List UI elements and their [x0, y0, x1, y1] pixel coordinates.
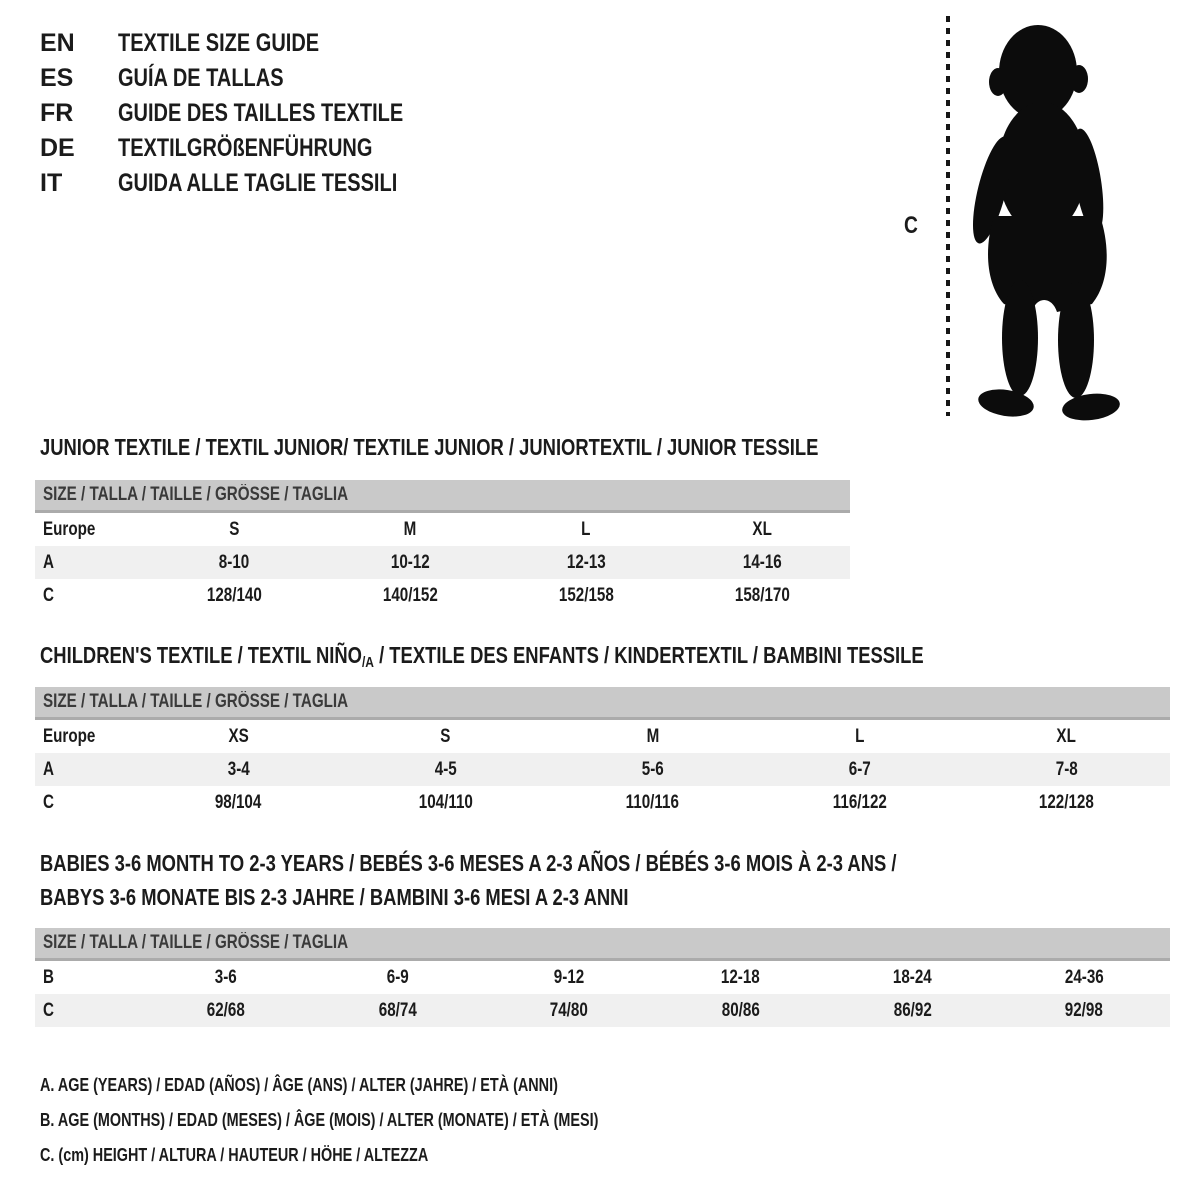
- size-header: SIZE / TALLA / TAILLE / GRÖSSE / TAGLIA: [35, 928, 1170, 960]
- children-size-table: [35, 687, 1170, 819]
- row-label: C: [43, 584, 54, 606]
- row-label: B: [43, 966, 54, 988]
- language-code: ES: [40, 64, 74, 92]
- size-cell: 3-4: [227, 758, 250, 780]
- babies-section-title: BABIES 3-6 MONTH TO 2-3 YEARS / BEBÉS 3-6 MESES A 2-3 AÑOS / BÉBÉS 3-6 MOIS À 2-3 ANS / BABYS 3-6 MONATE BIS 2-3 JAHRE / BAMBINI 3-6 MESI A 2-3 ANNI: [40, 850, 897, 910]
- size-cell: 116/122: [832, 791, 887, 813]
- size-cell: L: [581, 518, 591, 540]
- height-measure-label: C: [904, 212, 918, 239]
- size-cell: 92/98: [1065, 999, 1104, 1021]
- size-row: [35, 546, 850, 579]
- size-cell: 10-12: [390, 551, 430, 573]
- guide-title: GUÍA DE TALLAS: [118, 64, 284, 92]
- size-cell: 140/152: [382, 584, 438, 606]
- size-cell: 4-5: [434, 758, 457, 780]
- size-cell: XS: [228, 725, 249, 747]
- size-row: [35, 994, 1170, 1027]
- size-cell: 62/68: [206, 999, 245, 1021]
- language-title-list: [40, 26, 475, 201]
- size-cell: 12-18: [721, 966, 761, 988]
- size-row: [35, 719, 1170, 754]
- row-label: A: [43, 758, 54, 780]
- language-code: IT: [40, 169, 63, 197]
- size-cell: 110/116: [625, 791, 680, 813]
- toddler-silhouette-icon: [962, 18, 1140, 422]
- legend-line-b: B. AGE (MONTHS) / EDAD (MESES) / ÂGE (MOIS) / ALTER (MONATE) / ETÀ (MESI): [40, 1110, 599, 1130]
- row-label: A: [43, 551, 54, 573]
- size-header-row: [35, 480, 850, 512]
- junior-size-table: [35, 480, 850, 612]
- row-label: C: [43, 791, 54, 813]
- row-label: Europe: [43, 518, 96, 540]
- row-label: Europe: [43, 725, 96, 747]
- legend-line-a: A. AGE (YEARS) / EDAD (AÑOS) / ÂGE (ANS) / ALTER (JAHRE) / ETÀ (ANNI): [40, 1075, 558, 1095]
- size-cell: S: [228, 518, 240, 540]
- size-row: [35, 753, 1170, 786]
- language-row-es: [40, 61, 475, 96]
- language-code: DE: [40, 134, 75, 162]
- row-label: C: [43, 999, 54, 1021]
- size-cell: 18-24: [893, 966, 932, 988]
- size-cell: 3-6: [214, 966, 237, 988]
- size-cell: 8-10: [218, 551, 250, 573]
- children-section-title: CHILDREN'S TEXTILE / TEXTIL NIÑO/A / TEXTILE DES ENFANTS / KINDERTEXTIL / BAMBINI TESSILE: [40, 642, 924, 671]
- size-cell: 14-16: [742, 551, 782, 573]
- legend-line-c: C. (cm) HEIGHT / ALTURA / HAUTEUR / HÖHE / ALTEZZA: [40, 1145, 429, 1165]
- guide-title: TEXTILE SIZE GUIDE: [118, 29, 320, 57]
- size-cell: 6-9: [386, 966, 409, 988]
- size-cell: 74/80: [550, 999, 589, 1021]
- size-cell: M: [646, 725, 659, 747]
- size-cell: 6-7: [848, 758, 871, 780]
- size-row: [35, 786, 1170, 819]
- size-cell: 122/128: [1039, 791, 1094, 813]
- size-cell: 12-13: [566, 551, 606, 573]
- size-cell: XL: [752, 518, 772, 540]
- size-cell: 80/86: [721, 999, 760, 1021]
- size-cell: XL: [1056, 725, 1077, 747]
- height-measure-dashed-line: [946, 16, 950, 416]
- size-header-row: [35, 928, 1170, 960]
- size-header: SIZE / TALLA / TAILLE / GRÖSSE / TAGLIA: [35, 687, 1170, 719]
- guide-title: GUIDA ALLE TAGLIE TESSILI: [118, 169, 398, 197]
- size-header-row: [35, 687, 1170, 719]
- language-row-it: [40, 166, 475, 201]
- size-cell: 5-6: [641, 758, 664, 780]
- junior-section-title: JUNIOR TEXTILE / TEXTIL JUNIOR/ TEXTILE JUNIOR / JUNIORTEXTIL / JUNIOR TESSILE: [40, 434, 819, 460]
- size-cell: 7-8: [1055, 758, 1078, 780]
- nino-a-suffix: /A: [361, 654, 374, 671]
- size-cell: 128/140: [206, 584, 262, 606]
- language-code: EN: [40, 29, 75, 57]
- language-code: FR: [40, 99, 74, 127]
- size-cell: L: [854, 725, 865, 747]
- language-row-en: [40, 26, 475, 61]
- size-row: [35, 579, 850, 612]
- language-row-de: [40, 131, 475, 166]
- size-cell: S: [440, 725, 451, 747]
- measure-legend: [40, 1068, 738, 1173]
- guide-title: TEXTILGRÖßENFÜHRUNG: [118, 134, 373, 162]
- size-cell: 9-12: [553, 966, 585, 988]
- language-row-fr: [40, 96, 475, 131]
- size-row: [35, 512, 850, 547]
- size-cell: 152/158: [558, 584, 614, 606]
- size-cell: 158/170: [734, 584, 790, 606]
- babies-size-table: [35, 928, 1170, 1027]
- size-cell: 98/104: [215, 791, 262, 813]
- size-cell: 86/92: [893, 999, 932, 1021]
- size-cell: 68/74: [378, 999, 417, 1021]
- size-header: SIZE / TALLA / TAILLE / GRÖSSE / TAGLIA: [35, 480, 850, 512]
- guide-title: GUIDE DES TAILLES TEXTILE: [118, 99, 404, 127]
- size-cell: 24-36: [1064, 966, 1104, 988]
- size-cell: M: [403, 518, 417, 540]
- size-row: [35, 960, 1170, 995]
- size-cell: 104/110: [418, 791, 473, 813]
